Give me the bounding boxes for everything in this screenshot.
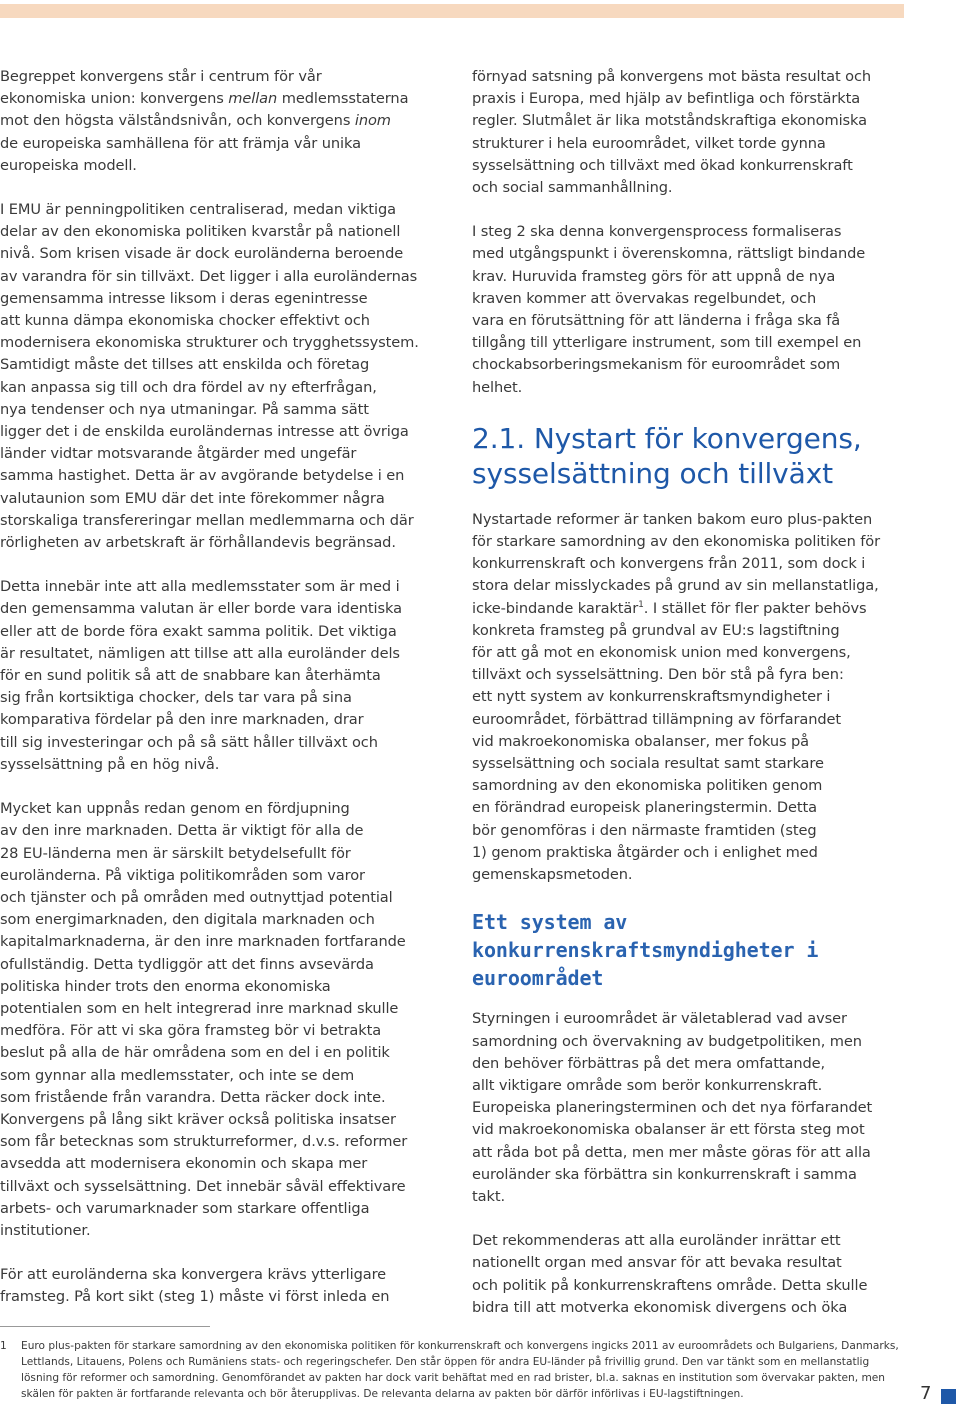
- right-paragraph-3: [472, 509, 912, 886]
- right-column: [472, 66, 912, 1341]
- right-paragraph-5: Det rekommenderas att alla euroländer inrättar ett nationellt organ med ansvar för att bevaka resultat och politik på konkurrenskraftens område. Detta skulle bidra till att motverka ekonomisk divergens och öka: [472, 1232, 868, 1316]
- left-paragraph-3: Detta innebär inte att alla medlemsstater som är med i den gemensamma valutan är eller borde vara identiska eller att de borde föra exakt samma politik. Det viktiga är resultatet, nämligen att tillse att alla euroländer dels för en sund politik så att de snabbare kan återhämta sig från kortsiktiga chocker, dels tar vara på sina komparativa fördelar på den inre marknaden, drar till sig investeringar och på så sätt håller tillväxt och sysselsättning på en hög nivå.: [0, 578, 402, 773]
- left-paragraph-2: I EMU är penningpolitiken centraliserad, medan viktiga delar av den ekonomiska politiken kvarstår på nationell nivå. Som krisen visade är dock euroländerna beroende av varandra för sin tillväxt. Det ligger i alla euroländernas gemensamma intresse liksom i deras egenintresse att kunna dämpa ekonomiska chocker effektivt och modernisera ekonomiska strukturer och trygghetssystem. Samtidigt måste det tillses att enskilda och företag kan anpassa sig till och dra fördel av ny efterfrågan, nya tendenser och nya utmaningar. På samma sätt ligger det i de enskilda euroländernas intresse att övriga länder vidtar motsvarande åtgärder med ungefär samma hastighet. Detta är av avgörande betydelse i en valutaunion som EMU där det inte förekommer några storskaliga transfereringar mellan medlemmarna och där rörligheten av arbetskraft är förhållandevis begränsad.: [0, 201, 419, 552]
- section-heading: 2.1. Nystart för konvergens, sysselsättning och tillväxt: [472, 421, 862, 490]
- emphasis-mellan: mellan: [228, 90, 278, 108]
- page-number: 7: [920, 1383, 932, 1404]
- text-run: Nystartade reformer är tanken bakom euro plus-pakten för starkare samordning av den ekonomiska politiken för konkurrenskraft och konvergens från 2011, som dock i stora delar misslyckades på grund av sin mellanstatliga, icke-bindande karaktär: [472, 510, 881, 617]
- right-paragraph-4: Styrningen i euroområdet är väletablerad vad avser samordning och övervakning av budgetpolitiken, men den behöver förbättras på det mera omfattande, allt viktigare område som berör konkurrenskraft. Europeiska planeringsterminen och det nya förfarandet vid makroekonomiska obalanser är ett första steg mot att råda bot på detta, men mer måste göras för att alla euroländer ska förbättra sin konkurrenskraft i samma takt.: [472, 1010, 873, 1205]
- footnote-number: 1: [0, 1340, 7, 1352]
- sub-heading: Ett system av konkurrenskraftsmyndigheter i euroområdet: [472, 910, 819, 991]
- emphasis-inom: inom: [354, 112, 391, 130]
- right-paragraph-1: förnyad satsning på konvergens mot bästa resultat och praxis i Europa, med hjälp av befintliga och förstärkta regler. Slutmålet är lika motståndskraftiga ekonomiska strukturer i hela euroområdet, vilket torde gynna sysselsättning och tillväxt med ökad konkurrenskraft och social sammanhållning.: [472, 68, 872, 197]
- text-run: de europeiska samhällena för att främja vår unika europeiska modell.: [0, 134, 361, 174]
- left-paragraph-4: Mycket kan uppnås redan genom en fördjupning av den inre marknaden. Detta är viktigt för alla de 28 EU-länderna men är särskilt betydelsefullt för euroländerna. På viktiga politikområden som varor och tjänster och på områden med outnyttjad potential som energimarknaden, den digitala marknaden och kapitalmarknaderna, är den inre marknaden fortfarande ofullständig. Detta tydliggör att det finns avsevärda politiska hinder trots den enorma ekonomiska potentialen som en helt integrerad inre marknad skulle medföra. För att vi ska göra framsteg bör vi betrakta beslut på alla de här områdena som en del i en politik som gynnar alla medlemsstater, och inte se dem som fristående från varandra. Detta räcker dock inte. Konvergens på lång sikt kräver också politiska insatser som får betecknas som strukturreformer, d.v.s. reformer avsedda att modernisera ekonomin och skapa mer tillväxt och sysselsättning. Det innebär såväl effektivare arbets- och varumarknader som starkare offentliga institutioner.: [0, 800, 408, 1239]
- left-column: [0, 66, 452, 1331]
- footnote-divider: [0, 1326, 210, 1327]
- footnote-text: Euro plus-pakten för starkare samordning av den ekonomiska politiken för konkurrenskraft och konvergens ingicks 2011 av euroområdets och Bulgariens, Danmarks, Lettlands, Litauens, Polens och Rumäniens stats- och regeringschefer. Den står öppen för andra EU-länder på frivillig grund. Den var tänkt som en mellanstatlig lösning för reformer och samordning. Genomförandet av pakten har dock varit behäftat med en rad brister, bl.a. saknas en institution som övervakar pakten, men skälen för pakten är fortfarande relevanta och bör återupplivas. De relevanta delarna av pakten bör därför införlivas i EU-lagstiftningen.: [21, 1340, 899, 1400]
- top-decorative-bar: [0, 4, 904, 18]
- left-paragraph-1: [0, 66, 452, 177]
- left-paragraph-5: För att euroländerna ska konvergera krävs ytterligare framsteg. På kort sikt (steg 1) måste vi först inleda en: [0, 1266, 390, 1306]
- footnote: [0, 1338, 900, 1402]
- text-run: Begreppet konvergens står i centrum för vår ekonomiska union: konvergens: [0, 68, 322, 108]
- footnote-reference[interactable]: 1: [638, 599, 644, 610]
- right-paragraph-2: I steg 2 ska denna konvergensprocess formaliseras med utgångspunkt i överenskomna, rättsligt bindande krav. Huruvida framsteg görs för att uppnå de nya kraven kommer att övervakas regelbundet, och vara en förutsättning för att länderna i fråga ska få tillgång till ytterligare instrument, som till exempel en chockabsorberingsmekanism för euroområdet som helhet.: [472, 223, 866, 396]
- text-run: . I stället för fler pakter behövs konkreta framsteg på grundval av EU:s lagstiftning för att gå mot en ekonomisk union med konvergens, tillväxt och sysselsättning. Den bör stå på fyra ben: ett nytt system av konkurrenskraftsmyndigheter i euroområdet, förbättrad tillämpning av förfarandet vid makroekonomiska obalanser, mer fokus på sysselsättning och sociala resultat samt starkare samordning av den ekonomiska politiken genom en förändrad europeisk planeringstermin. Detta bör genomföras i den närmaste framtiden (steg 1) genom praktiska åtgärder och i enlighet med gemenskapsmetoden.: [472, 599, 867, 884]
- corner-square-marker: [941, 1389, 956, 1404]
- text-run: medlemsstaterna mot den högsta välståndsnivån, och konvergens: [0, 90, 409, 130]
